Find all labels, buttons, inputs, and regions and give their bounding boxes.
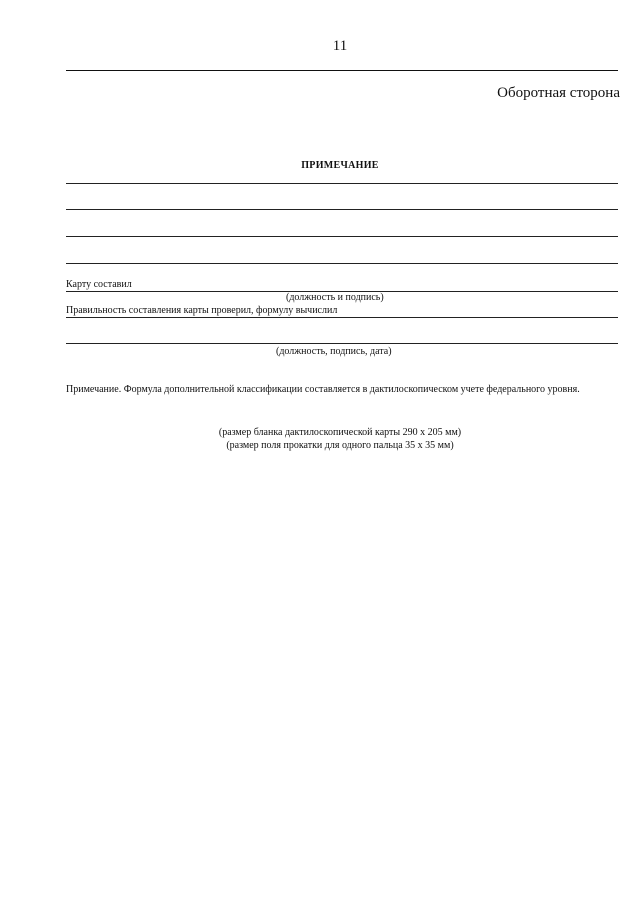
footnote-text: Примечание. Формула дополнительной классификации составляется в дактилоскопическом учете федерального уровня. <box>66 384 580 395</box>
note-line[interactable] <box>66 236 618 237</box>
note-line[interactable] <box>66 183 618 184</box>
section-title: ПРИМЕЧАНИЕ <box>301 160 379 171</box>
checked-by-label: Правильность составления карты проверил, формулу вычислил <box>66 305 338 316</box>
compiled-by-caption: (должность и подпись) <box>286 292 384 303</box>
checked-by-caption: (должность, подпись, дата) <box>276 346 392 357</box>
side-label: Оборотная сторона <box>497 85 620 101</box>
card-size-note: (размер бланка дактилоскопической карты 290 x 205 мм) <box>218 427 462 438</box>
note-line[interactable] <box>66 263 618 264</box>
finger-field-size-note: (размер поля прокатки для одного пальца 35 x 35 мм) <box>226 440 454 451</box>
checked-by-line[interactable] <box>66 317 618 318</box>
page-number: 11 <box>332 38 348 54</box>
checked-by-signature-line[interactable] <box>66 343 618 344</box>
compiled-by-label: Карту составил <box>66 279 132 290</box>
header-divider <box>66 70 618 71</box>
note-line[interactable] <box>66 209 618 210</box>
